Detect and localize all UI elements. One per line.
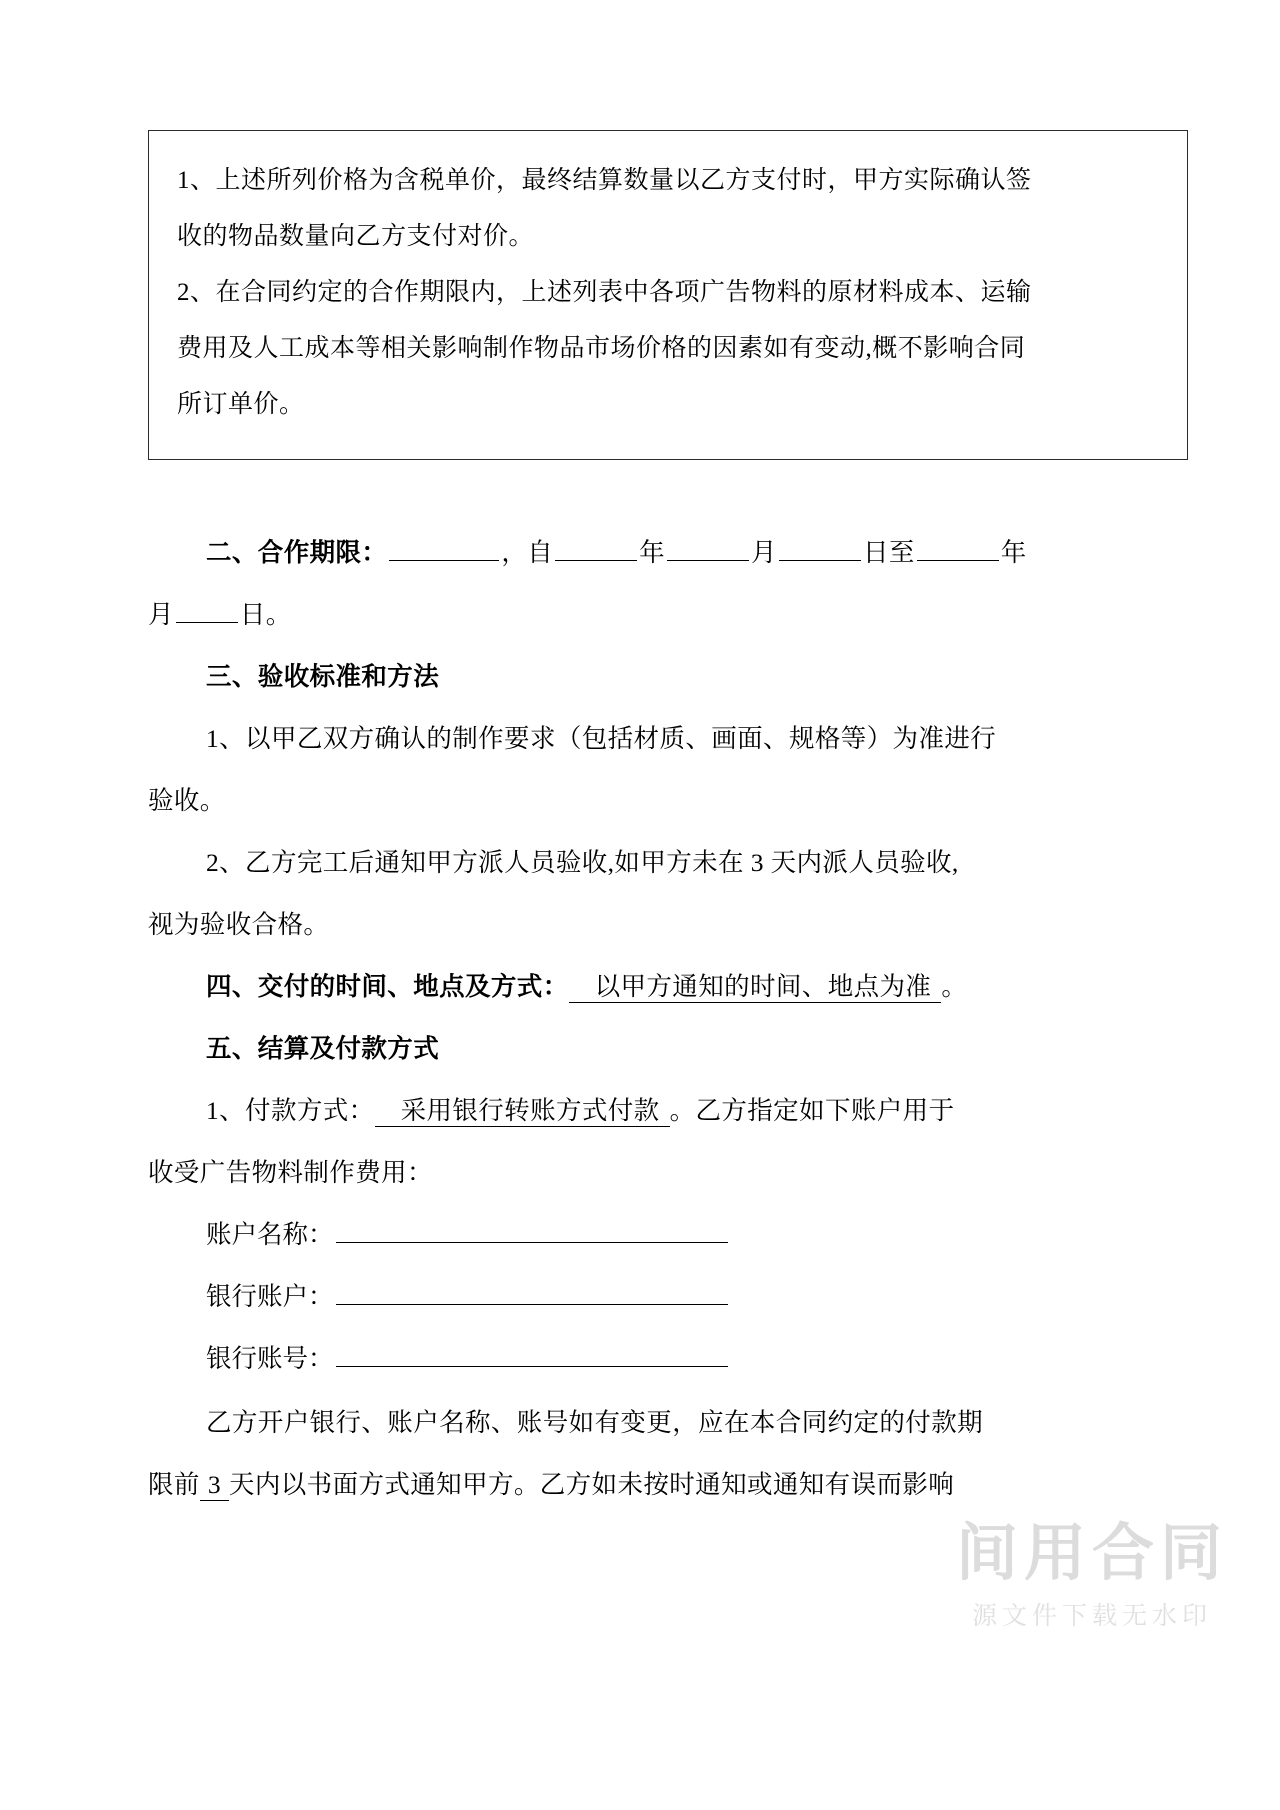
section-term-line2 [148,584,1188,646]
section-settlement-heading: 五、结算及付款方式 [206,1034,440,1063]
term-comma: ， [501,538,528,567]
acceptance-item2-line1: 2、乙方完工后通知甲方派人员验收,如甲方未在 3 天内派人员验收, [206,848,959,877]
term-from-label: 自 [527,538,554,567]
settlement-item1-line2: 收受广告物料制作费用： [148,1158,433,1187]
term-blank-year[interactable] [555,533,637,561]
term-year-label: 年 [639,538,666,567]
term-month-label2: 月 [148,600,174,629]
term-day-label2: 日。 [239,600,292,629]
note-line-4: 费用及人工成本等相关影响制作物品市场价格的因素如有变动,概不影响合同 [177,335,1026,362]
term-blank-day[interactable] [779,533,861,561]
settlement-item1-prefix: 1、付款方式： [206,1096,375,1125]
note-line-5: 所订单价。 [177,391,305,418]
settlement-tail-line1: 乙方开户银行、账户名称、账号如有变更，应在本合同约定的付款期 [206,1408,984,1437]
field-bank-account-number-input[interactable] [336,1339,728,1367]
watermark-sub-text: 源文件下载无水印 [971,1601,1212,1630]
settlement-tail-line2 [148,1454,1188,1516]
settlement-item1-suffix: 。乙方指定如下账户用于 [669,1096,955,1125]
acceptance-item1-line1: 1、以甲乙双方确认的制作要求（包括材质、画面、规格等）为准进行 [206,724,997,753]
settlement-item1-line1 [148,1080,1188,1142]
section-acceptance-heading: 三、验收标准和方法 [206,662,440,691]
note-line-1: 1、上述所列价格为含税单价，最终结算数量以乙方支付时，甲方实际确认签 [177,167,1032,194]
acceptance-item1-line2: 验收。 [148,786,226,815]
delivery-value[interactable]: 以甲方通知的时间、地点为准 [569,972,942,1003]
notes-box [148,130,1188,460]
section-delivery-heading: 四、交付的时间、地点及方式： [206,972,569,1001]
settlement-notice-days-value[interactable]: 3 [200,1470,229,1501]
term-day-label: 日至 [862,538,915,567]
term-blank-duration[interactable] [389,533,499,561]
field-bank-account-number-label: 银行账号： [206,1344,334,1373]
term-month-label: 月 [751,538,777,567]
field-bank-account-number [148,1328,1188,1390]
term-blank-month[interactable] [667,533,749,561]
watermark-main-text: 间用合同 [955,1516,1228,1589]
field-account-name-input[interactable] [336,1215,728,1243]
acceptance-item2-line2: 视为验收合格。 [148,910,330,939]
document-content [148,130,1188,1516]
watermark [955,1516,1228,1632]
term-blank-year2[interactable] [917,533,999,561]
section-term [148,522,1188,584]
field-account-name [148,1204,1188,1266]
field-account-name-label: 账户名称： [206,1220,334,1249]
note-line-3: 2、在合同约定的合作期限内，上述列表中各项广告物料的原材料成本、运输 [177,279,1032,306]
field-bank-account [148,1266,1188,1328]
field-bank-account-input[interactable] [336,1277,728,1305]
settlement-tail-suffix: 天内以书面方式通知甲方。乙方如未按时通知或通知有误而影响 [228,1470,955,1499]
term-year-label2: 年 [1000,538,1027,567]
delivery-period: 。 [941,972,968,1001]
section-term-heading: 二、合作期限： [206,538,388,567]
term-blank-day2[interactable] [176,595,238,623]
settlement-tail-prefix: 限前 [148,1470,200,1499]
note-line-2: 收的物品数量向乙方支付对价。 [177,223,535,250]
settlement-payment-method-value[interactable]: 采用银行转账方式付款 [375,1096,670,1127]
field-bank-account-label: 银行账户： [206,1282,334,1311]
section-delivery [148,956,1188,1018]
